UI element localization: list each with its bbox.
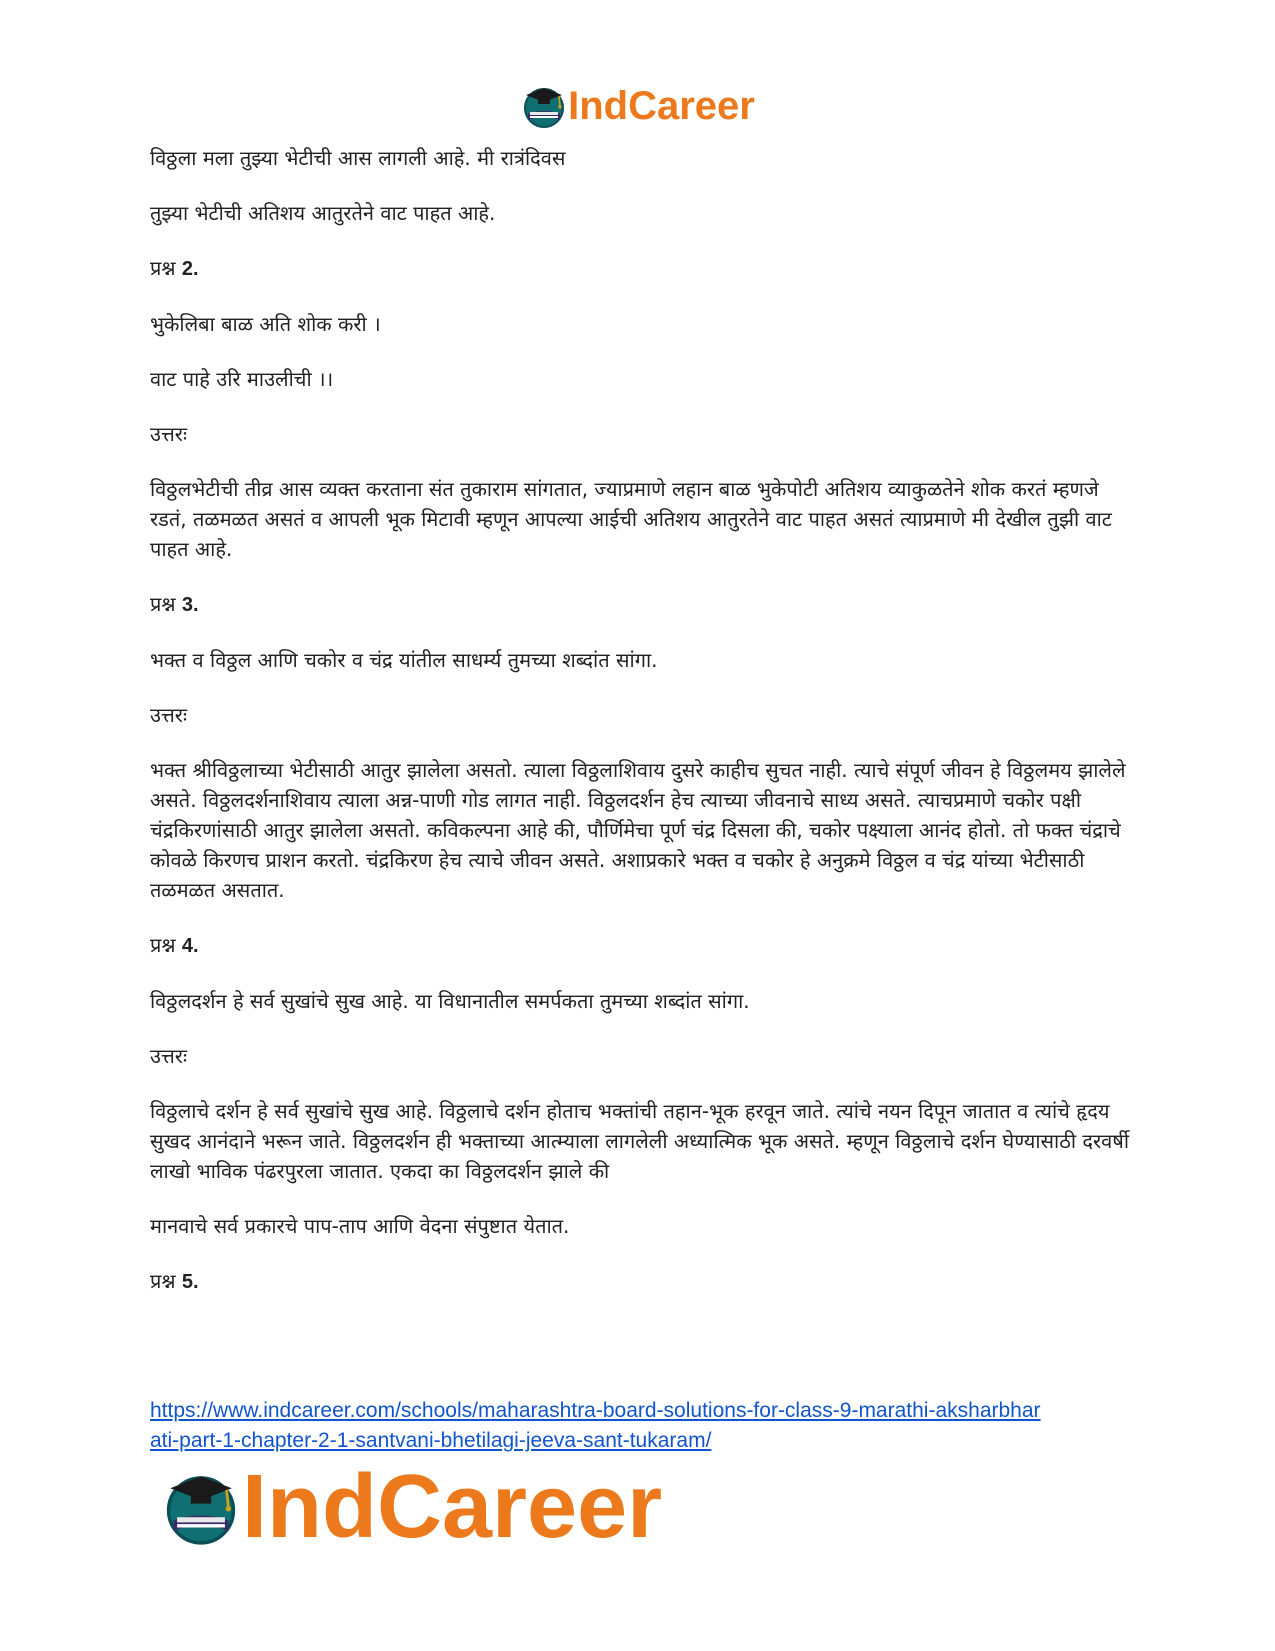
source-link[interactable] — [150, 1396, 1140, 1456]
question-heading — [150, 253, 1140, 284]
paragraph: तुझ्या भेटीची अतिशय आतुरतेने वाट पाहत आहे. — [150, 201, 496, 225]
paragraph: मानवाचे सर्व प्रकारचे पाप-ताप आणि वेदना संपुष्टात येतात. — [150, 1214, 570, 1238]
brand-logo-large — [160, 1457, 663, 1557]
question-prefix: प्रश्न — [150, 1269, 176, 1293]
paragraph: विठ्ठलभेटीची तीव्र आस व्यक्त करताना संत तुकाराम सांगतात, ज्याप्रमाणे लहान बाळ भुकेपोटी अतिशय व्याकुळतेने शोक करतं म्हणजे रडतं, तळमळत असतं व आपली भूक मिटावी म्हणून आपल्या आईची अतिशय आतुरतेने वाट पाहत असतं त्याप्रमाणे मी देखील तुझी वाट पाहत आहे. — [150, 477, 1112, 561]
document-body — [150, 143, 1140, 1322]
question-heading — [150, 930, 1140, 961]
paragraph: विठ्ठलाचे दर्शन हे सर्व सुखांचे सुख आहे. विठ्ठलाचे दर्शन होताच भक्तांची तहान-भूक हरवून जाते. त्यांचे नयन दिपून जातात व त्यांचे हृदय सुखद आनंदाने भरून जाते. विठ्ठलदर्शन ही भक्ताच्या आत्म्याला लागलेली अध्यात्मिक भूक असते. म्हणून विठ्ठलाचे दर्शन घेण्यासाठी दरवर्षी लाखो भाविक पंढरपुरला जातात. एकदा का विठ्ठलदर्शन झाले की — [150, 1099, 1130, 1183]
paragraph: वाट पाहे उरि माउलीची ।। — [150, 367, 334, 391]
question-prefix: प्रश्न — [150, 933, 176, 957]
brand-wordmark-large: IndCareer — [242, 1457, 663, 1557]
question-number: 4. — [181, 935, 199, 957]
paragraph: भक्त व विठ्ठल आणि चकोर व चंद्र यांतील साधर्म्य तुमच्या शब्दांत सांगा. — [150, 648, 658, 672]
header-logo — [0, 80, 1275, 132]
question-number: 5. — [181, 1271, 199, 1293]
question-heading — [150, 589, 1140, 620]
source-link-line-2[interactable]: ati-part-1-chapter-2-1-santvani-bhetilagi-jeeva-sant-tukaram/ — [150, 1429, 712, 1452]
brand-logo — [520, 84, 755, 128]
footer-logo — [160, 1457, 663, 1557]
graduation-cap-book-globe-icon — [520, 84, 568, 128]
paragraph: भक्त श्रीविठ्ठलाच्या भेटीसाठी आतुर झालेला असतो. त्याला विठ्ठलाशिवाय दुसरे काहीच सुचत नाही. त्याचे संपूर्ण जीवन हे विठ्ठलमय झालेले असते. विठ्ठलदर्शनाशिवाय त्याला अन्न-पाणी गोड लागत नाही. विठ्ठलदर्शन हेच त्याच्या जीवनाचे साध्य असते. त्याचप्रमाणे चकोर पक्षी चंद्रकिरणांसाठी आतुर झालेला असतो. कविकल्पना आहे की, पौर्णिमेचा पूर्ण चंद्र दिसला की, चकोर पक्ष्याला आनंद होतो. तो फक्त चंद्राचे कोवळे किरणच प्राशन करतो. चंद्रकिरण हेच त्याचे जीवन असते. अशाप्रकारे भक्त व चकोर हे अनुक्रमे विठ्ठल व चंद्र यांच्या भेटीसाठी तळमळत असतात. — [150, 758, 1126, 902]
brand-wordmark: IndCareer — [568, 84, 755, 128]
paragraph: उत्तरः — [150, 703, 187, 727]
question-prefix: प्रश्न — [150, 256, 176, 280]
paragraph: उत्तरः — [150, 1044, 187, 1068]
question-number: 3. — [181, 594, 199, 616]
question-heading — [150, 1266, 1140, 1297]
paragraph: विठ्ठला मला तुझ्या भेटीची आस लागली आहे. मी रात्रंदिवस — [150, 146, 566, 170]
paragraph: उत्तरः — [150, 422, 187, 446]
source-link-line-1[interactable]: https://www.indcareer.com/schools/maharashtra-board-solutions-for-class-9-marathi-aksharbhar — [150, 1399, 1041, 1422]
question-prefix: प्रश्न — [150, 592, 176, 616]
paragraph: भुकेलिबा बाळ अति शोक करी । — [150, 312, 381, 336]
question-number: 2. — [181, 258, 199, 280]
graduation-cap-book-globe-icon — [160, 1468, 242, 1546]
paragraph: विठ्ठलदर्शन हे सर्व सुखांचे सुख आहे. या विधानातील समर्पकता तुमच्या शब्दांत सांगा. — [150, 989, 750, 1013]
